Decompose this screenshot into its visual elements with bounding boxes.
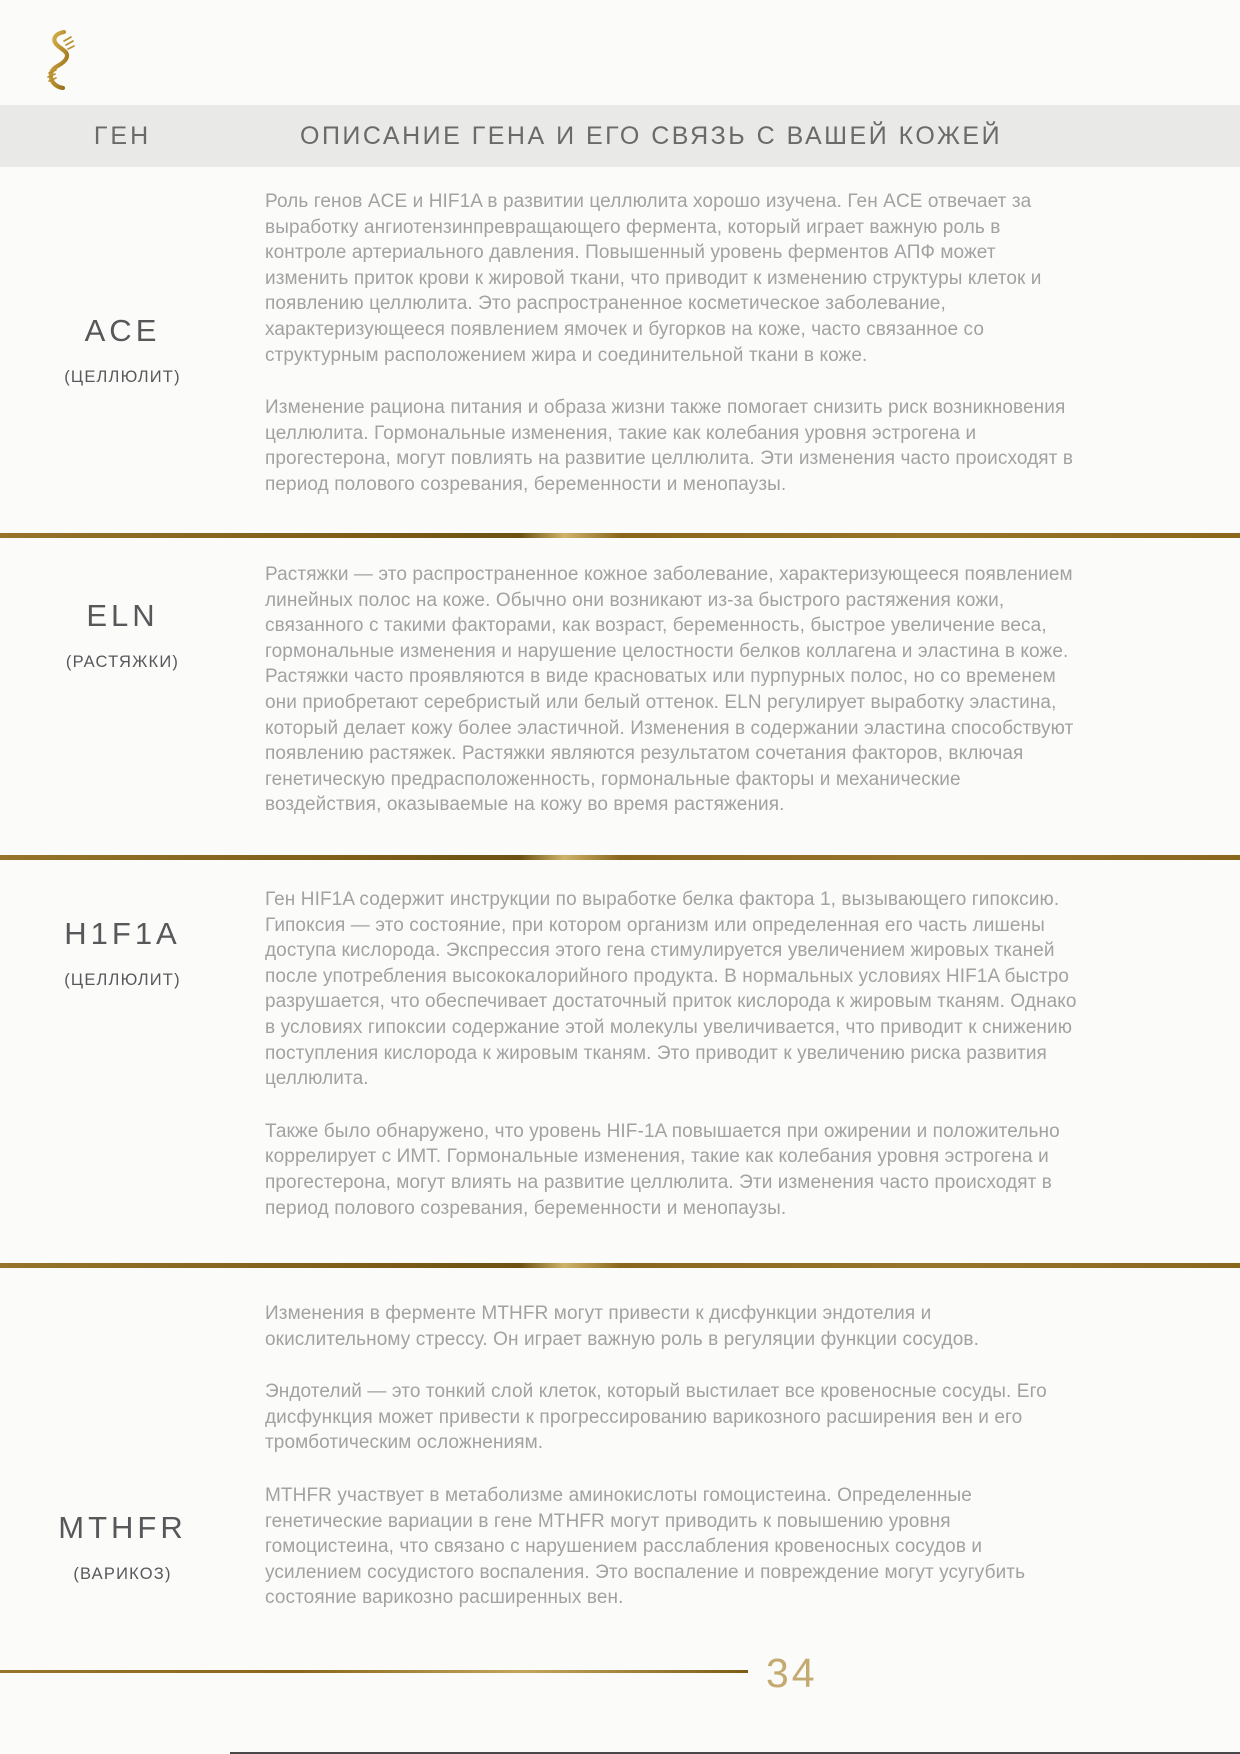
gene-label-cell bbox=[0, 167, 245, 533]
paragraph: Эндотелий — это тонкий слой клеток, который выстилает все кровеносные сосуды. Его дисфункция может привести к прогрессированию варикозного расширения вен и его тромботическим осложнениям. bbox=[265, 1381, 1047, 1454]
page-number: 34 bbox=[766, 1650, 818, 1696]
column-header-gene: ГЕН bbox=[93, 121, 152, 150]
table-row-ace bbox=[0, 167, 1240, 533]
gene-description bbox=[245, 860, 1240, 1263]
table-row-eln bbox=[0, 538, 1240, 855]
paragraph: Изменения в ферменте MTHFR могут привести к дисфункции эндотелия и окислительному стрессу. Он играет важную роль в регуляции функции сосудов. bbox=[265, 1303, 979, 1350]
gene-condition: (ЦЕЛЛЮЛИТ) bbox=[64, 368, 181, 386]
gene-description bbox=[245, 167, 1240, 533]
gene-label-cell bbox=[0, 538, 245, 855]
table-row-h1f1a bbox=[0, 860, 1240, 1263]
table-row-mthfr bbox=[0, 1268, 1240, 1650]
footer-gold-rule bbox=[0, 1670, 748, 1673]
paragraph: MTHFR участвует в метаболизме аминокислоты гомоцистеина. Определенные генетические вариации в гене MTHFR могут приводить к повышению уровня гомоцистеина, что связано с нарушением расслабления кровеносных сосудов и усилением сосудистого воспаления. Это воспаление и повреждение могут усугубить состояние варикозно расширенных вен. bbox=[265, 1484, 1026, 1609]
paragraph: Растяжки — это распространенное кожное заболевание, характеризующееся появлением линейных полос на коже. Обычно они возникают из-за быстрого растяжения кожи, связанного с такими факторами, как возраст, беременность, быстрое увеличение веса, гормональные изменения и нарушение целостности белков коллагена и эластина в коже. Растяжки часто проявляются в виде красноватых или пурпурных полос, но со временем они приобретают серебристый или белый оттенок. ELN регулирует выработку эластина, который делает кожу более эластичной. Изменения в содержании эластина способствуют появлению растяжек. Растяжки являются результатом сочетания факторов, включая генетическую предрасположенность, гормональные факторы и механические воздействия, оказываемые на кожу во время растяжения. bbox=[265, 564, 1074, 816]
gene-description bbox=[245, 538, 1240, 855]
paragraph: Также было обнаружено, что уровень HIF-1A повышается при ожирении и положительно коррелирует с ИМТ. Гормональные изменения, такие как колебания уровня эстрогена и прогестерона, могут влиять на развитие целлюлита. Эти изменения часто происходят в период полового созревания, беременности и менопаузы. bbox=[265, 1120, 1060, 1219]
gene-label-cell bbox=[0, 860, 245, 1263]
gene-description bbox=[245, 1268, 1240, 1650]
gene-name: ACE bbox=[84, 313, 161, 348]
paragraph: Изменение рациона питания и образа жизни также помогает снизить риск возникновения целлюлита. Гормональные изменения, такие как колебания уровня эстрогена и прогестерона, могут повлиять на развитие целлюлита. Эти изменения часто происходят в период полового созревания, беременности и менопаузы. bbox=[265, 397, 1074, 495]
paragraph: Ген HIF1A содержит инструкции по выработке белка фактора 1, вызывающего гипоксию. Гипоксия — это состояние, при котором организм или определенная его часть лишены доступа кислорода. Экспрессия этого гена стимулируется увеличением жировых тканей после употребления высококалорийного продукта. В нормальных условиях HIF1A быстро разрушается, что обеспечивает достаточный приток кислорода к жировым тканям. Однако в условиях гипоксии содержание этой молекулы увеличивается, что приводит к снижению поступления кислорода к жировым тканям. Это приводит к увеличению риска развития целлюлита. bbox=[265, 889, 1077, 1090]
gene-label-cell bbox=[0, 1268, 245, 1650]
gene-name: MTHFR bbox=[58, 1510, 187, 1545]
gene-condition: (ВАРИКОЗ) bbox=[73, 1565, 172, 1583]
table-header bbox=[0, 105, 1240, 167]
gene-table bbox=[0, 167, 1240, 1650]
dna-helix-icon bbox=[44, 30, 78, 90]
gene-name: H1F1A bbox=[64, 915, 181, 951]
gene-condition: (ЦЕЛЛЮЛИТ) bbox=[64, 970, 181, 989]
column-header-description: ОПИСАНИЕ ГЕНА И ЕГО СВЯЗЬ С ВАШЕЙ КОЖЕЙ bbox=[300, 121, 1003, 150]
paragraph: Роль генов ACE и HIF1A в развитии целлюлита хорошо изучена. Ген ACE отвечает за выработку ангиотензинпревращающего фермента, который играет важную роль в контроле артериального давления. Повышенный уровень ферментов АПФ может изменить приток крови к жировой ткани, что приводит к изменению структуры клеток и появлению целлюлита. Это распространенное косметическое заболевание, характеризующееся появлением ямочек и бугорков на коже, часто связанное со структурным расположением жира и соединительной ткани в коже. bbox=[265, 191, 1042, 366]
gene-name: ELN bbox=[86, 597, 159, 633]
gene-condition: (РАСТЯЖКИ) bbox=[65, 652, 180, 671]
